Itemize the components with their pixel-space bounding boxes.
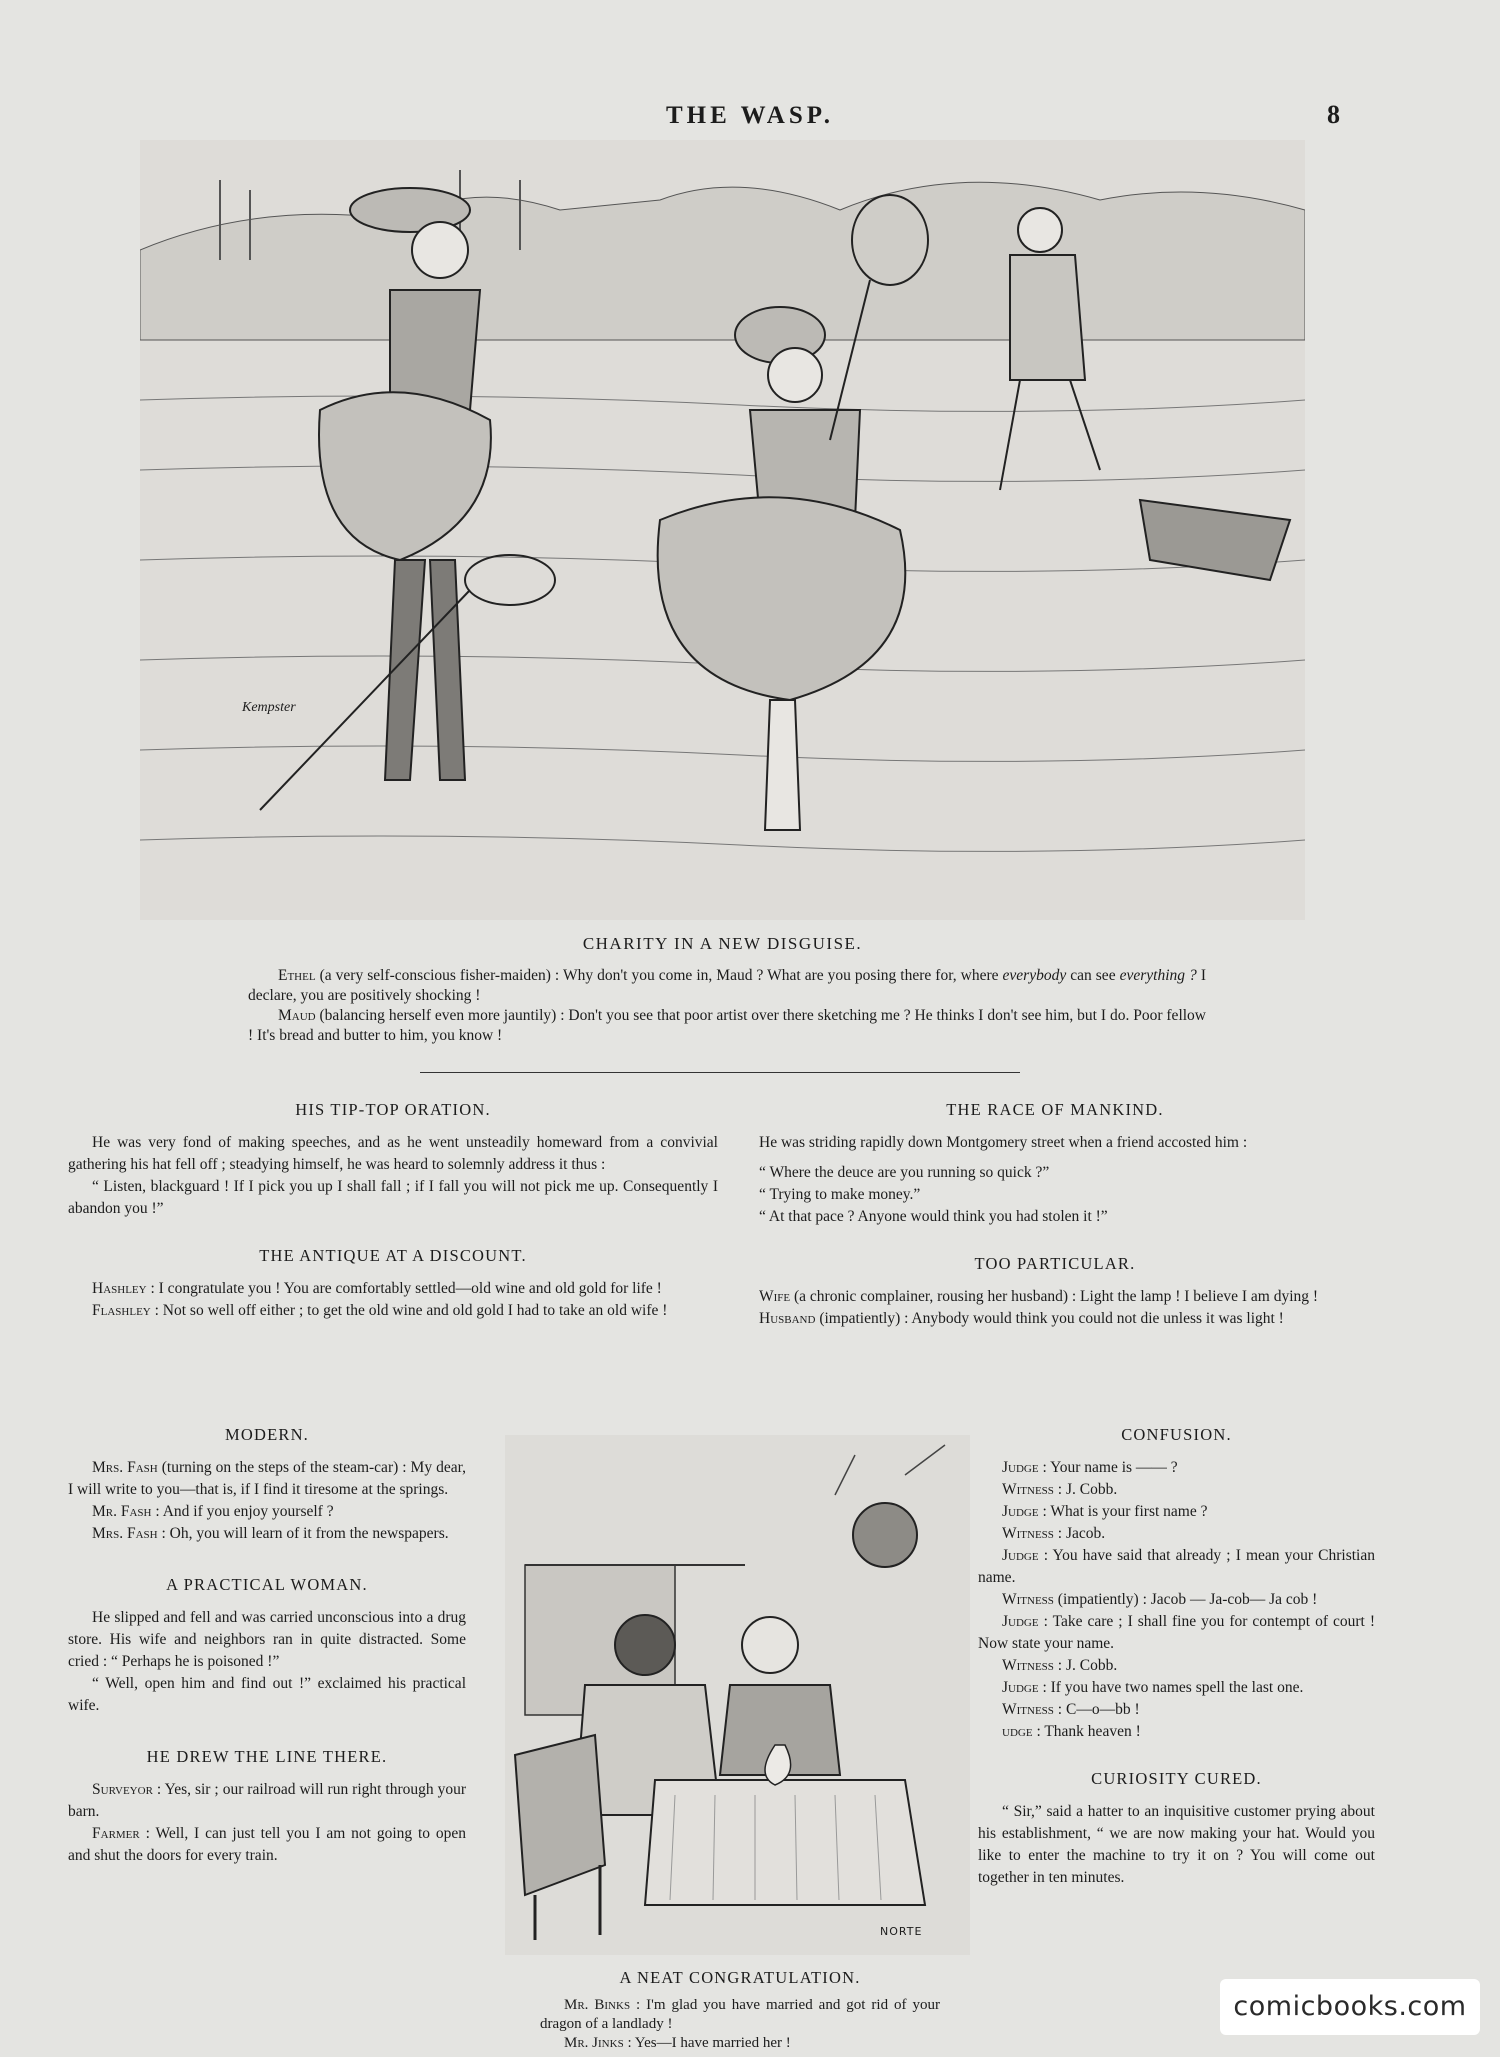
heading-drew-the-line: HE DREW THE LINE THERE. [146,1747,388,1766]
speaker-maud: Maud [278,1007,316,1024]
heading-race-of-mankind: THE RACE OF MANKIND. [946,1100,1164,1119]
practical-p2: “ Well, open him and find out !” exclaimed his practical wife. [68,1675,466,1714]
race-p4: “ At that pace ? Anyone would think you had stolen it !” [759,1208,1108,1225]
confusion-line: Witness : C—o—bb ! [1002,1701,1140,1718]
antique-line2: Flashley : Not so well off either ; to get the old wine and old gold I had to take an old wife ! [92,1302,668,1319]
restaurant-cartoon-illustration [505,1435,970,1955]
jinks-line: Mr. Jinks : Yes—I have married her ! [564,2035,791,2051]
restaurant-scene-drawing [505,1435,970,1955]
heading-neat-congratulation: A NEAT CONGRATULATION. [619,1968,861,1987]
line-line2: Farmer : Well, I can just tell you I am not going to open and shut the doors for every train. [68,1825,466,1864]
artist-signature-kempster: Kempster [242,700,296,715]
masthead: THE WASP. [665,102,834,129]
top-cartoon-caption: Ethel (a very self-conscious fisher-maiden) : Why don't you come in, Maud ? What are you posing there for, where everybody can see everything ? I declare, you are positively shocking ! Maud (balancing herself even more jauntily) : Don't you see that poor artist over there sketching me ? He thinks I don't see him, but I do. Poor fellow ! It's bread and butter to him, you know ! [248,967,1206,1044]
confusion-dialogue [978,1457,1375,1743]
confusion-line: udge : Thank heaven ! [1002,1723,1141,1740]
modern-line2: Mr. Fash : And if you enjoy yourself ? [92,1503,334,1520]
page-number: 8 [1327,100,1340,129]
particular-line1: Wife (a chronic complainer, rousing her husband) : Light the lamp ! I believe I am dying ! [759,1288,1319,1305]
beach-cartoon-illustration [140,140,1305,920]
confusion-line: Witness : Jacob. [1002,1525,1106,1542]
heading-curiosity-cured: CURIOSITY CURED. [1091,1769,1262,1788]
left-column-top [68,1100,718,1322]
confusion-line: Witness : J. Cobb. [1002,1657,1118,1674]
heading-confusion: CONFUSION. [1121,1425,1232,1444]
confusion-line: Judge : What is your first name ? [1002,1503,1208,1520]
mid-cartoon-caption [540,1968,940,2053]
confusion-line: Judge : If you have two names spell the last one. [1002,1679,1304,1696]
practical-p1: He slipped and fell and was carried unconscious into a drug store. His wife and neighbors ran in quite distracted. Some cried : “ Perhaps he is poisoned !” [68,1609,466,1670]
confusion-line: Witness : J. Cobb. [1002,1481,1118,1498]
right-column-bottom [978,1425,1375,1889]
artist-signature-norte: NORTE [880,1925,923,1938]
right-column-top [735,1100,1375,1330]
oration-p2: “ Listen, blackguard ! If I pick you up I shall fall ; if I fall you will not pick me up. Consequently I abandon you !” [68,1178,718,1217]
race-p1: He was striding rapidly down Montgomery street when a friend accosted him : [759,1134,1248,1151]
race-p3: “ Trying to make money.” [759,1186,921,1203]
modern-line1: Mrs. Fash (turning on the steps of the steam-car) : My dear, I will write to you—that is, if I find it tiresome at the springs. [68,1459,466,1498]
beach-scene-drawing [140,140,1305,920]
race-p2: “ Where the deuce are you running so quick ?” [759,1164,1050,1181]
heading-too-particular: TOO PARTICULAR. [974,1254,1136,1273]
modern-line3: Mrs. Fash : Oh, you will learn of it from the newspapers. [92,1525,449,1542]
confusion-line: Judge : You have said that already ; I mean your Christian name. [978,1547,1375,1586]
particular-line2: Husband (impatiently) : Anybody would think you could not die unless it was light ! [759,1310,1284,1327]
heading-tip-top-oration: HIS TIP-TOP ORATION. [295,1100,491,1119]
heading-antique: THE ANTIQUE AT A DISCOUNT. [259,1246,527,1265]
speaker-ethel: Ethel [278,967,316,984]
section-divider [420,1072,1020,1073]
binks-line: Mr. Binks : I'm glad you have married and got rid of your dragon of a landlady ! [540,1997,940,2032]
curiosity-p1: “ Sir,” said a hatter to an inquisitive customer prying about his establishment, “ we are now making your hat. Would you like to enter the machine to try it on ? You will come out together in ten minutes. [978,1803,1375,1886]
heading-practical-woman: A PRACTICAL WOMAN. [166,1575,368,1594]
antique-line1: Hashley : I congratulate you ! You are comfortably settled—old wine and old gold for life ! [92,1280,662,1297]
oration-p1: He was very fond of making speeches, and as he went unsteadily homeward from a convivial gathering his hat fell off ; steadying himself, he was heard to solemnly address it thus : [68,1134,718,1173]
confusion-line: Judge : Your name is —— ? [1002,1459,1178,1476]
line-line1: Surveyor : Yes, sir ; our railroad will run right through your barn. [68,1781,466,1820]
heading-modern: MODERN. [224,1425,310,1444]
top-cartoon-title: CHARITY IN A NEW DISGUISE. [582,934,863,953]
confusion-line: Witness (impatiently) : Jacob — Ja-cob— Ja cob ! [1002,1591,1318,1608]
left-column-bottom [68,1425,466,1867]
site-watermark: comicbooks.com [1220,1979,1480,2035]
confusion-line: Judge : Take care ; I shall fine you for contempt of court ! Now state your name. [978,1613,1375,1652]
